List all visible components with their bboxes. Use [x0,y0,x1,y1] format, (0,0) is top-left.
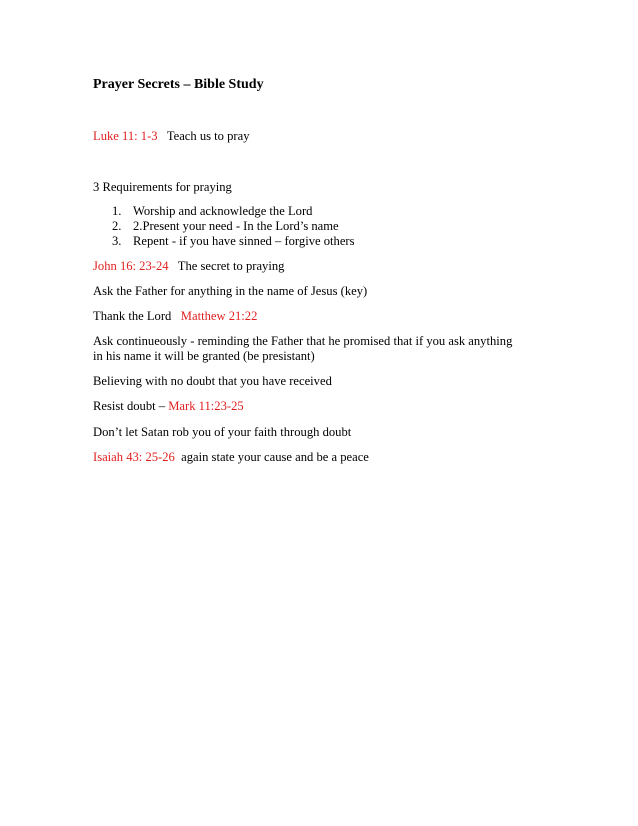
scripture-ref-mark: Mark 11:23-25 [168,399,244,413]
luke-text: Teach us to pray [166,129,250,143]
satan-line: Don’t let Satan rob you of your faith through doubt [93,425,352,439]
scripture-ref-matthew: Matthew 21:22 [180,309,258,323]
believing-line: Believing with no doubt that you have received [93,374,332,388]
thank-line [93,308,257,324]
list-number: 3. [112,234,122,248]
john-line [93,258,284,274]
list-number: 1. [112,204,122,218]
luke-line [93,128,250,144]
list-text: Repent - if you have sinned – forgive others [133,234,355,248]
thank-text: Thank the Lord [93,309,172,323]
requirements-heading: 3 Requirements for praying [93,180,232,194]
ask-father-line: Ask the Father for anything in the name of Jesus (key) [93,284,368,298]
ask-continuously-line-1: Ask continueously - reminding the Father that he promised that if you ask anything [93,334,513,348]
john-text: The secret to praying [177,259,285,273]
ask-continuously-line-2: in his name it will be granted (be presistant) [93,349,315,363]
list-number: 2. [112,219,122,233]
scripture-ref-isaiah: Isaiah 43: 25-26 [93,450,175,464]
document-title: Prayer Secrets – Bible Study [93,77,264,92]
resist-line [93,398,244,414]
list-text: Worship and acknowledge the Lord [133,204,313,218]
scripture-ref-john: John 16: 23-24 [93,259,169,273]
resist-text: Resist doubt – [93,399,166,413]
isaiah-text: again state your cause and be a peace [181,450,369,464]
list-text: 2.Present your need - In the Lord’s name [133,219,339,233]
scripture-ref-luke: Luke 11: 1-3 [93,129,158,143]
isaiah-line [93,449,369,465]
